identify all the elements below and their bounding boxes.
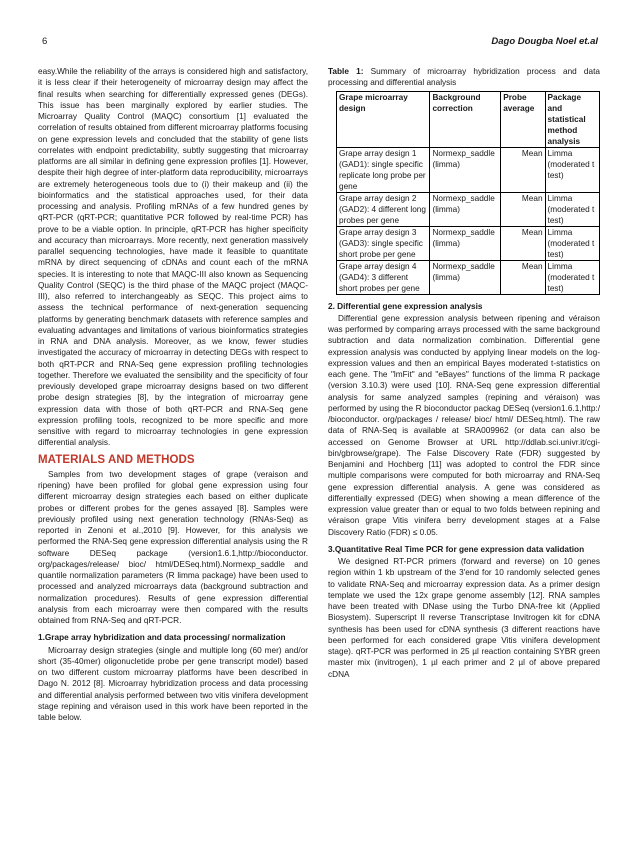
cell-probe-average: Mean: [501, 260, 545, 294]
cell-package: Limma (moderated t test): [545, 147, 599, 192]
methods-paragraph: Samples from two development stages of grape (veraison and ripening) have been profiled for global gene expression using four different microarray design strategies each based on either duplicate probes or different probes for the genes assayed [8]. Samples were previously profiled using next generation technology (RNAs-Seq) as reported in Zenoni et al.,2010 [9]. However, for this analysis we performed the RNA-Seq gene expression differential analysis using the R software DESeq package (version1.6.1,http://bioconductor. org/packages/release/ bioc/ html/DESeq.html).Normexp_saddle and quantile normalization parameters (R limma package) have been used to processed and analyzed microarrays data (background subtraction and normalization procedures). Results of gene expression differential analysis from each microarray were then compared with the results obtained from RNA-Seq and qRT-PCR.: [38, 469, 308, 625]
methods-heading: MATERIALS AND METHODS: [38, 453, 195, 466]
header-probe-average: Probe average: [501, 91, 545, 147]
section-3-paragraph: We designed RT-PCR primers (forward and reverse) on 10 genes region within 1 kb upstream of the 3'end for 10 randomly selected genes to validate RNA-Seq and microarray expression data. As a primer design template we used the 12x grape genome assembly [12]. RNA samples have been treated with DNase using the Turbo DNA-free kit (Applied Biosystem). Superscript II reverse Transcriptase Invitrogen kit for cDNA synthesis has been used for cDNA synthesis (3 different reactions have been performed for each considered grape Vitis vinifera development stage). qRT-PCR was performed in 25 µl reaction containing SYBR green master mix (invitrogen), 1 µl each primer and 2 µl of above prepared cDNA: [328, 557, 600, 679]
cell-design: Grape array design 1 (GAD1): single specific replicate long probe per gene: [337, 147, 430, 192]
section-2-paragraph: Differential gene expression analysis between ripening and véraison was performed by comparing arrays processed with the same background subtraction and data normalization combination. Differential gene expression analysis was conducted by applying linear models on the log-expression values and then an empirical Bayes moderated t-statistics on each gene. The "lmFit" and "eBayes" functions of the limma R package (version 3.10.3) were used [10]. RNA-Seq gene expression differential analysis for same analyzed samples (repining and véraison) was performed by using the R bioconductor packag DESeq (version1.6.1,http:/ /bioconductor. org/packages / release/ bioc/ html/ DESeq.html). The raw data of RNA-Seq is available at SRA009962 (or data can also be accessed on Genome Browser at URL http://ddlab.sci.univr.it/cgi-bin/gbrowse/grape). The False Discovery Rate (FDR) suggested by Benjamini and Hochberg [11] was adopted to control the FDR since multiple comparisons were computed for both microarray and RNA-Seq gene expression differential analysis. A gene was considered as differentially expressed (DEG) when showing a mean difference of the expression value greater than or equal to two folds between repining and véraison grape Vitis vinifera berry development stages at a False Discovery Ratio (FDR) ≤ 0.05.: [328, 313, 600, 537]
header-background: Background correction: [430, 91, 501, 147]
intro-paragraph: easy.While the reliability of the arrays is considered high and satisfactory, it is less clear if their heterogeneity of microarray design may affect the final results when searching for differentially expressed genes (DEGs). This issue has been marginally explored by earlier studies. The Microarray Quality Control (MAQC) consortium [1] evaluated the correlation of results obtained from different microarray platforms focusing on gene expression levels and concluded that the stability of gene lists correlates with endpoint predictability, subtly suggesting that microarray platforms are all similar in defining gene expression profiles [1]. However, despite their high degree of inter-platform data reproducibility, microarrays are extremely heterogeneous tools due to (i) their makeup and (ii) the bioinformatics and the statistical approaches used, for their data processing and analysis. Profiling mRNAs of a few hundred genes by qRT-PCR (qRT-PCR; quantitative PCR followed by real-time PCR) has prove to be a viable option. In principle, qRT-PCR has higher specificity and accuracy than microarrays. More recently, next generation massively parallel sequencing technologies, have made it feasible to quantitate mRNA by direct sequencing of cDNAs and count each of the mRNA species. It is interesting to note that MAQC-III also known as Sequencing Quality Control (SEQC) is the third phase of the MAQC project (MAQC-III), also referred to interchangeably as SEQC. This project aims to assess the technical performance of next-generation sequencing platforms by generating benchmark datasets with reference samples and evaluating advantages and limitations of various bioinformatics strategies in RNA and DNA analysis. Moreover, as we know, fewer studies investigated the accuracy of microarray in detecting DEGs with respect to both qRT-PCR and RNA-Seq gene expression profiling technologies together. Therefore we evaluated the sensibility and the specificity of four previously developed grape microarray designs based on two different probe design strategies [8], by the integration of microarray gene expression data with those of both qRT-PCR and RNA-Seq gene expression profiling tools, recognized to be more specific and more sensitive with regard to microarray technologies in gene expression differential analysis.: [38, 67, 308, 448]
section-2-heading: 2. Differential gene expression analysis: [328, 301, 483, 311]
table-row: [337, 147, 600, 192]
cell-background: Normexp_saddle (limma): [430, 226, 501, 260]
cell-background: Normexp_saddle (limma): [430, 260, 501, 294]
page-number: 6: [42, 36, 48, 47]
cell-design: Grape array design 3 (GAD3): single specific short probe per gene: [337, 226, 430, 260]
cell-package: Limma (moderated t test): [545, 260, 599, 294]
cell-probe-average: Mean: [501, 226, 545, 260]
table-row: [337, 192, 600, 226]
summary-table: [336, 91, 600, 295]
table-row: [337, 226, 600, 260]
table-caption-text: Summary of microarray hybridization process and data processing and differential analysis: [328, 67, 600, 88]
cell-package: Limma (moderated t test): [545, 192, 599, 226]
table-row: [337, 260, 600, 294]
cell-probe-average: Mean: [501, 192, 545, 226]
cell-design: Grape array design 4 (GAD4): 3 different short probes per gene: [337, 260, 430, 294]
section-3-heading: 3.Quantitative Real Time PCR for gene expression data validation: [328, 544, 585, 554]
section-1-paragraph: Microarray design strategies (single and multiple long (60 mer) and/or short (35-40mer) oligonucletide probe per gene transcript model) based on two different custom microarray platforms have been described in Dago N. 2012 [8]. Microarray hybridization process and data processing and differential analysis performed between two vitis vinifera development stage repining and véraison used in this work have been reported in the table below.: [38, 645, 308, 722]
header-package: Package and statistical method analysis: [545, 91, 599, 147]
cell-background: Normexp_saddle (limma): [430, 147, 501, 192]
right-column: [328, 66, 600, 680]
page-header: [42, 36, 598, 50]
section-1-heading: 1.Grape array hybridization and data processing/ normalization: [38, 633, 286, 643]
table-caption-label: Table 1:: [328, 67, 364, 76]
table-header-row: [337, 91, 600, 147]
cell-package: Limma (moderated t test): [545, 226, 599, 260]
cell-background: Normexp_saddle (limma): [430, 192, 501, 226]
header-design: Grape microarray design: [337, 91, 430, 147]
cell-probe-average: Mean: [501, 147, 545, 192]
table-caption: [328, 66, 600, 89]
running-title: Dago Dougba Noel et.al: [491, 36, 598, 47]
left-column: [38, 66, 308, 723]
cell-design: Grape array design 2 (GAD2): 4 different long probes per gene: [337, 192, 430, 226]
